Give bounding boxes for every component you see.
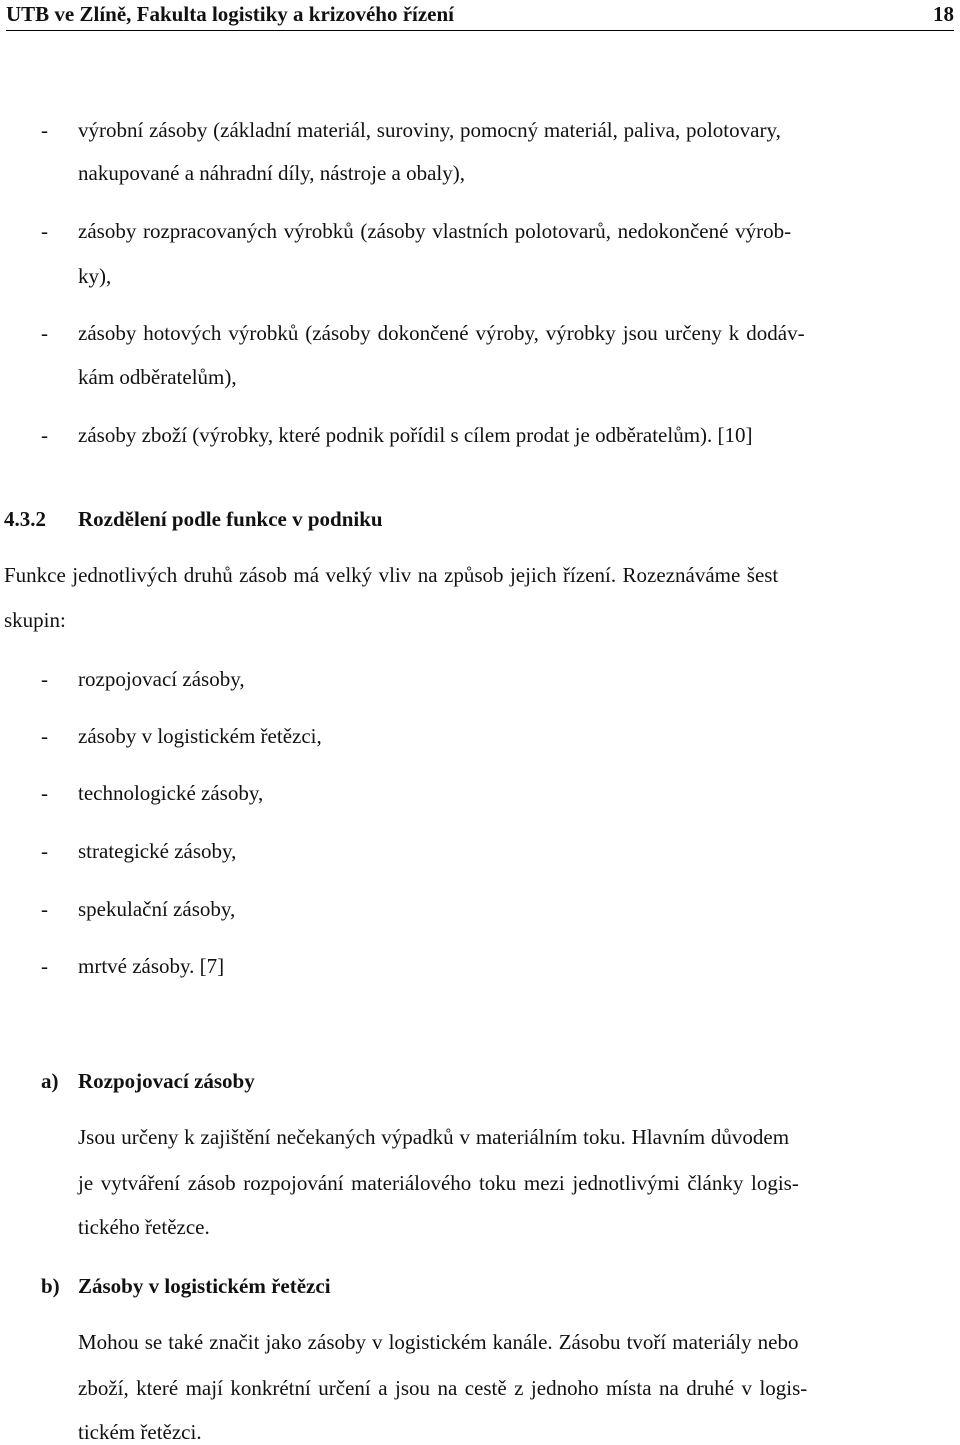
- subsection-marker: b): [41, 1274, 60, 1298]
- paragraph-line: tickém řetězci.: [78, 1420, 202, 1444]
- paragraph-line: zboží, které mají konkrétní určení a jsou na cestě z jednoho místa na druhé v logis-: [78, 1376, 808, 1400]
- list-bullet: -: [41, 897, 48, 921]
- list-item-line: zásoby hotových výrobků (zásoby dokončené výroby, výrobky jsou určeny k dodáv-: [78, 321, 805, 345]
- section-intro-line: skupin:: [4, 608, 66, 632]
- list-item: technologické zásoby,: [78, 781, 264, 805]
- list-item-line: zásoby rozpracovaných výrobků (zásoby vlastních polotovarů, nedokončené výrob-: [78, 219, 792, 243]
- list-bullet: -: [41, 219, 48, 243]
- list-bullet: -: [41, 781, 48, 805]
- section-intro-line: Funkce jednotlivých druhů zásob má velký vliv na způsob jejich řízení. Rozeznáváme šest: [4, 563, 779, 587]
- paragraph-line: Jsou určeny k zajištění nečekaných výpadků v materiálním toku. Hlavním důvodem: [78, 1125, 790, 1149]
- list-item: spekulační zásoby,: [78, 897, 236, 921]
- header-title: UTB ve Zlíně, Fakulta logistiky a krizového řízení: [6, 2, 455, 26]
- section-number: 4.3.2: [4, 507, 46, 531]
- page-header: [6, 0, 954, 31]
- list-bullet: -: [41, 423, 48, 447]
- page-number: 18: [933, 2, 954, 26]
- list-bullet: -: [41, 667, 48, 691]
- subsection-marker: a): [41, 1069, 59, 1093]
- paragraph-line: je vytváření zásob rozpojování materiálového toku mezi jednotlivými články logis-: [78, 1171, 799, 1195]
- list-item-line: ky),: [78, 264, 112, 288]
- list-item: mrtvé zásoby. [7]: [78, 954, 225, 978]
- subsection-title: Zásoby v logistickém řetězci: [78, 1274, 331, 1298]
- list-item-line: kám odběratelům),: [78, 365, 237, 389]
- list-bullet: -: [41, 954, 48, 978]
- section-title: Rozdělení podle funkce v podniku: [78, 507, 383, 531]
- paragraph-line: tického řetězce.: [78, 1215, 210, 1239]
- subsection-title: Rozpojovací zásoby: [78, 1069, 255, 1093]
- list-item-line: zásoby zboží (výrobky, které podnik pořídil s cílem prodat je odběratelům). [10]: [78, 423, 753, 447]
- list-bullet: -: [41, 118, 48, 142]
- list-item: strategické zásoby,: [78, 839, 237, 863]
- list-bullet: -: [41, 839, 48, 863]
- paragraph-line: Mohou se také značit jako zásoby v logistickém kanále. Zásobu tvoří materiály nebo: [78, 1330, 799, 1354]
- list-item-line: výrobní zásoby (základní materiál, suroviny, pomocný materiál, paliva, polotovary,: [78, 118, 781, 142]
- list-bullet: -: [41, 321, 48, 345]
- list-bullet: -: [41, 724, 48, 748]
- list-item: rozpojovací zásoby,: [78, 667, 245, 691]
- list-item: zásoby v logistickém řetězci,: [78, 724, 322, 748]
- list-item-line: nakupované a náhradní díly, nástroje a obaly),: [78, 161, 466, 185]
